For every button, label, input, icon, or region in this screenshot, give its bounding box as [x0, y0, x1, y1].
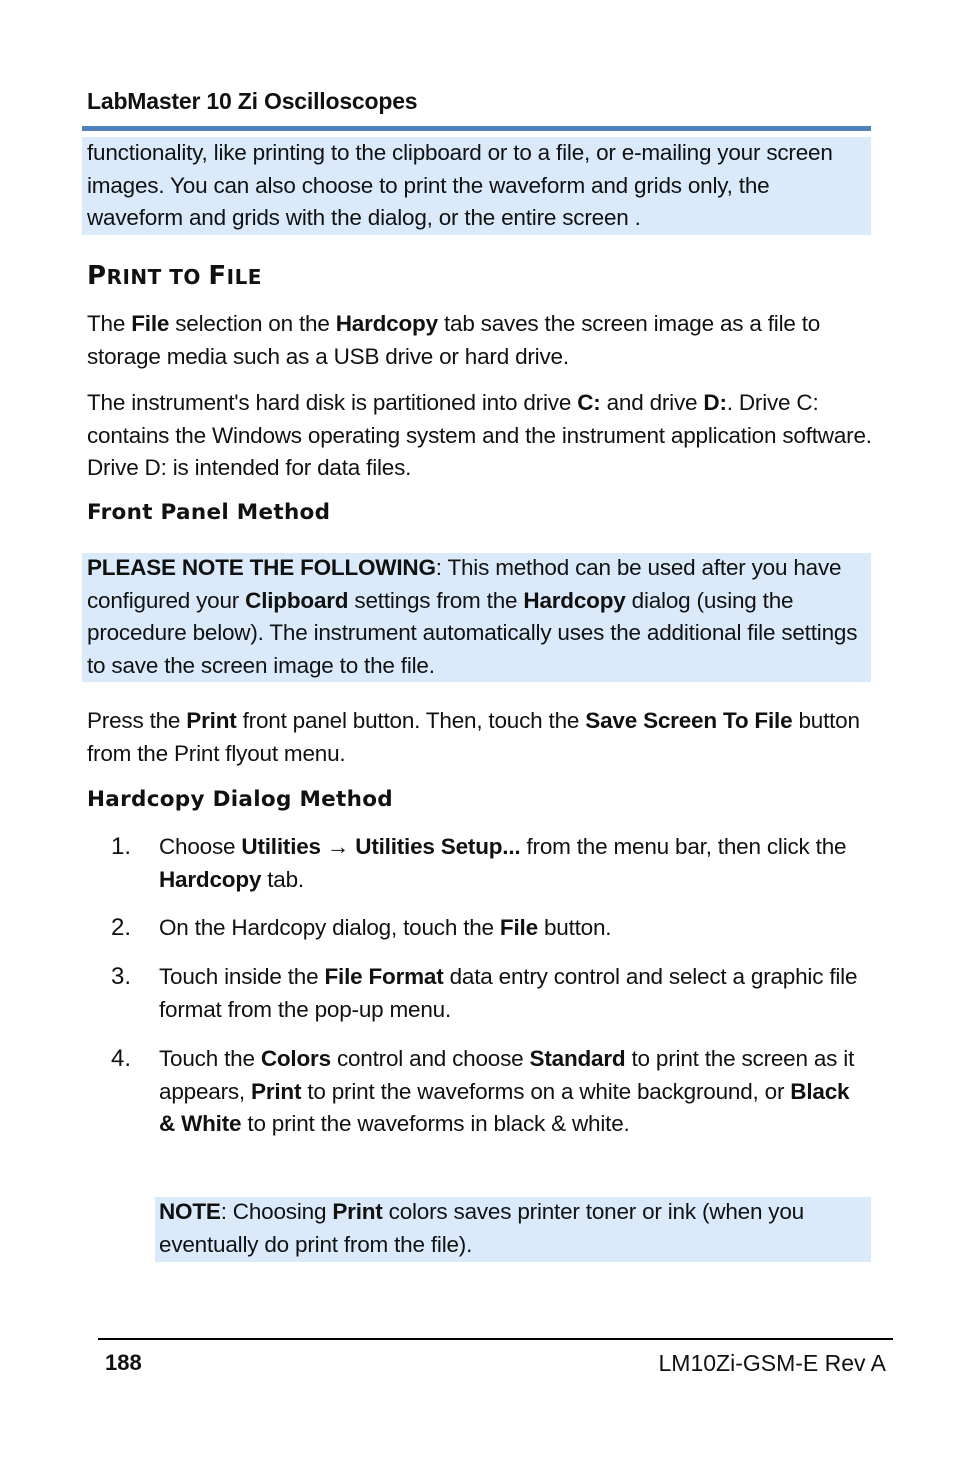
document-code: LM10Zi-GSM-E Rev A: [658, 1350, 886, 1376]
header-rule: [82, 126, 871, 131]
step-number: 1.: [111, 833, 132, 860]
step-number: 3.: [111, 963, 132, 990]
section-paragraph-2: The instrument's hard disk is partitioned into drive C: and drive D:. Drive C: contains the Windows operating system and the instrument application software. Drive D: is intended for data files.: [87, 390, 872, 480]
step-text: On the Hardcopy dialog, touch the File button.: [159, 915, 612, 940]
step-text: Touch the Colors control and choose Standard to print the screen as it appears, Print to print the waveforms on a white background, or Black & White to print the waveforms in black & white.: [159, 1046, 855, 1136]
step-text: Touch inside the File Format data entry control and select a graphic file format from the pop-up menu.: [159, 964, 858, 1022]
hardcopy-title: Hardcopy Dialog Method: [87, 787, 393, 812]
front-panel-title: Front Panel Method: [87, 500, 331, 525]
page-number: 188: [105, 1350, 142, 1375]
step-number: 2.: [111, 914, 132, 941]
section-paragraph-1: The File selection on the Hardcopy tab saves the screen image as a file to storage media such as a USB drive or hard drive.: [87, 311, 821, 369]
hardcopy-note: NOTE: Choosing Print colors saves printer toner or ink (when you eventually do print from the file).: [159, 1199, 804, 1257]
step-number: 4.: [111, 1045, 132, 1072]
intro-paragraph: functionality, like printing to the clipboard or to a file, or e-mailing your screen images. You can also choose to print the waveform and grids only, the waveform and grids with the dialog, or the entire screen .: [87, 140, 833, 230]
footer-rule: [98, 1338, 893, 1340]
front-panel-note: PLEASE NOTE THE FOLLOWING: This method can be used after you have configured your Clipboard settings from the Hardcopy dialog (using the procedure below). The instrument automatically uses the additional file settings to save the screen image to the file.: [87, 555, 858, 678]
section-title: PRINT TO FILE: [87, 261, 262, 291]
running-header: LabMaster 10 Zi Oscilloscopes: [87, 88, 418, 114]
front-panel-paragraph: Press the Print front panel button. Then, touch the Save Screen To File button from the Print flyout menu.: [87, 708, 860, 766]
step-text: Choose Utilities → Utilities Setup... from the menu bar, then click the Hardcopy tab.: [159, 834, 847, 892]
